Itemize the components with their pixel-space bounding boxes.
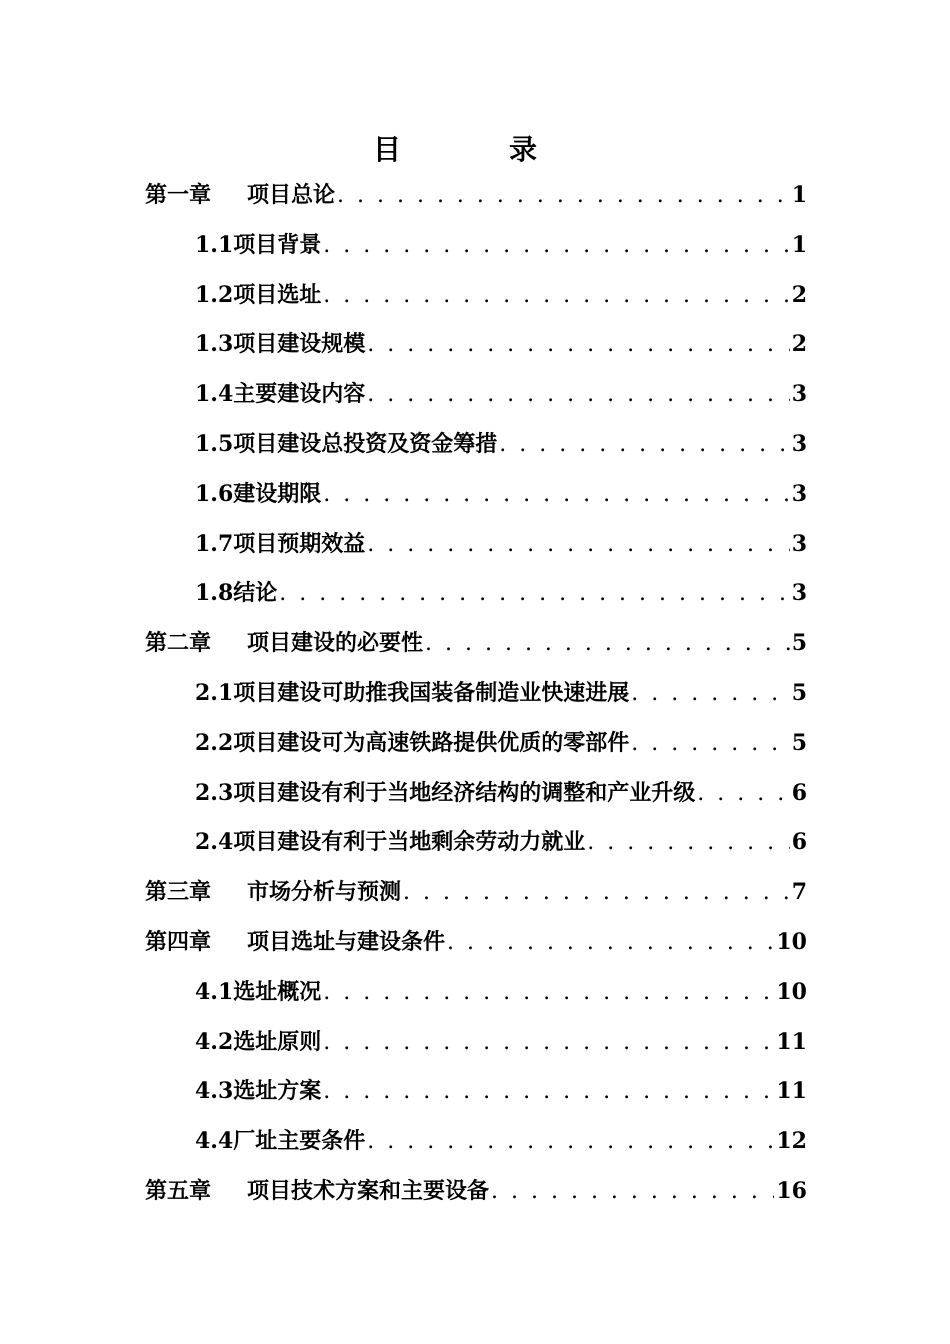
toc-dot-leader: [321, 276, 789, 316]
toc-dot-leader: [489, 1172, 774, 1212]
toc-section-entry[interactable]: [195, 1071, 807, 1111]
toc-chapter-number: 第四章: [145, 929, 212, 955]
toc-entry-label: 4.1选址概况: [195, 978, 322, 1005]
toc-section-entry[interactable]: [195, 673, 807, 713]
toc-chapter-entry[interactable]: [145, 175, 807, 215]
toc-page-number: 12: [776, 1128, 807, 1155]
toc-entry-label: 1.7项目预期效益: [195, 530, 366, 557]
toc-chapter-number: 第三章: [145, 879, 212, 906]
toc-entry-label: 1.2项目选址: [195, 281, 322, 308]
toc-page-number: 10: [776, 929, 807, 955]
toc-entry-label: 项目技术方案和主要设备: [247, 1178, 490, 1204]
toc-entry-label: 4.3选址方案: [195, 1078, 322, 1105]
toc-dot-leader: [365, 525, 789, 565]
toc-section-entry[interactable]: [195, 374, 807, 414]
toc-page-number: 1: [791, 231, 807, 258]
toc-entry-label: 1.8结论: [195, 580, 278, 607]
toc-section-entry[interactable]: [195, 524, 807, 564]
toc-page-number: 7: [791, 879, 807, 906]
toc-dot-leader: [365, 325, 789, 365]
toc-page-number: 11: [776, 1078, 807, 1105]
toc-entry-label: 项目总论: [247, 182, 336, 208]
toc-page-number: 3: [791, 381, 807, 408]
toc-page-number: 2: [791, 331, 807, 358]
toc-page-number: 16: [776, 1178, 807, 1204]
toc-page-number: 6: [791, 779, 807, 806]
toc-chapter-number: 第二章: [145, 630, 212, 657]
toc-page-number: 3: [791, 480, 807, 507]
toc-entry-label: 1.5项目建设总投资及资金筹措: [195, 431, 498, 457]
toc-page-number: 2: [791, 281, 807, 308]
toc-page-number: 3: [791, 431, 807, 457]
toc-section-entry[interactable]: [195, 573, 807, 613]
toc-dot-leader: [365, 1122, 774, 1162]
toc-page-number: 11: [776, 1028, 807, 1055]
toc-section-entry[interactable]: [195, 773, 807, 813]
toc-entry-label: 1.3项目建设规模: [195, 331, 366, 358]
toc-dot-leader: [321, 1072, 774, 1112]
toc-entry-label: 1.6建设期限: [195, 480, 322, 507]
toc-section-entry[interactable]: [195, 275, 807, 315]
toc-section-entry[interactable]: [195, 1022, 807, 1062]
toc-dot-leader: [423, 624, 790, 664]
toc-section-entry[interactable]: [195, 822, 807, 862]
toc-dot-leader: [321, 475, 789, 515]
toc-dot-leader: [335, 176, 790, 216]
toc-section-entry[interactable]: [195, 1121, 807, 1161]
toc-dot-leader: [277, 574, 789, 614]
toc-entry-label: 市场分析与预测: [247, 879, 402, 906]
toc-page-number: 5: [791, 680, 807, 706]
toc-page-number: 5: [791, 630, 807, 657]
toc-dot-leader: [365, 375, 789, 415]
toc-dot-leader: [401, 873, 790, 913]
toc-dot-leader: [321, 226, 789, 266]
toc-chapter-number: 第五章: [145, 1178, 212, 1204]
toc-chapter-entry[interactable]: [145, 922, 807, 962]
toc-entry-label: 4.2选址原则: [195, 1028, 322, 1055]
toc-entry-label: 2.3项目建设有利于当地经济结构的调整和产业升级: [195, 779, 696, 806]
toc-dot-leader: [629, 724, 789, 764]
toc-entry-label: 2.2项目建设可为高速铁路提供优质的零部件: [195, 729, 630, 756]
toc-page-number: 5: [791, 729, 807, 756]
toc-page-number: 10: [776, 978, 807, 1005]
toc-page-number: 3: [791, 530, 807, 557]
toc-section-entry[interactable]: [195, 225, 807, 265]
toc-chapter-number: 第一章: [145, 182, 212, 208]
toc-section-entry[interactable]: [195, 424, 807, 464]
toc-dot-leader: [629, 674, 789, 714]
toc-entry-label: 项目选址与建设条件: [247, 929, 446, 955]
toc-chapter-entry[interactable]: [145, 1171, 807, 1211]
toc-entry-label: 1.1项目背景: [195, 231, 322, 258]
toc-entry-label: 2.1项目建设可助推我国装备制造业快速进展: [195, 680, 630, 706]
toc-section-entry[interactable]: [195, 324, 807, 364]
toc-dot-leader: [497, 425, 789, 465]
toc-section-entry[interactable]: [195, 723, 807, 763]
toc-entry-label: 2.4项目建设有利于当地剩余劳动力就业: [195, 829, 586, 856]
toc-dot-leader: [321, 973, 774, 1013]
toc-page-number: 3: [791, 580, 807, 607]
toc-entry-label: 4.4厂址主要条件: [195, 1128, 366, 1155]
toc-page-number: 1: [791, 182, 807, 208]
toc-entry-label: 项目建设的必要性: [247, 630, 424, 657]
toc-chapter-entry[interactable]: [145, 872, 807, 912]
toc-dot-leader: [695, 774, 789, 814]
toc-entry-label: 1.4主要建设内容: [195, 381, 366, 408]
toc-page-number: 6: [791, 829, 807, 856]
toc-chapter-entry[interactable]: [145, 623, 807, 663]
toc-dot-leader: [321, 1023, 774, 1063]
toc-section-entry[interactable]: [195, 474, 807, 514]
toc-section-entry[interactable]: [195, 972, 807, 1012]
toc-dot-leader: [445, 923, 774, 963]
toc-dot-leader: [585, 823, 789, 863]
toc-title: 目 录: [372, 133, 577, 166]
